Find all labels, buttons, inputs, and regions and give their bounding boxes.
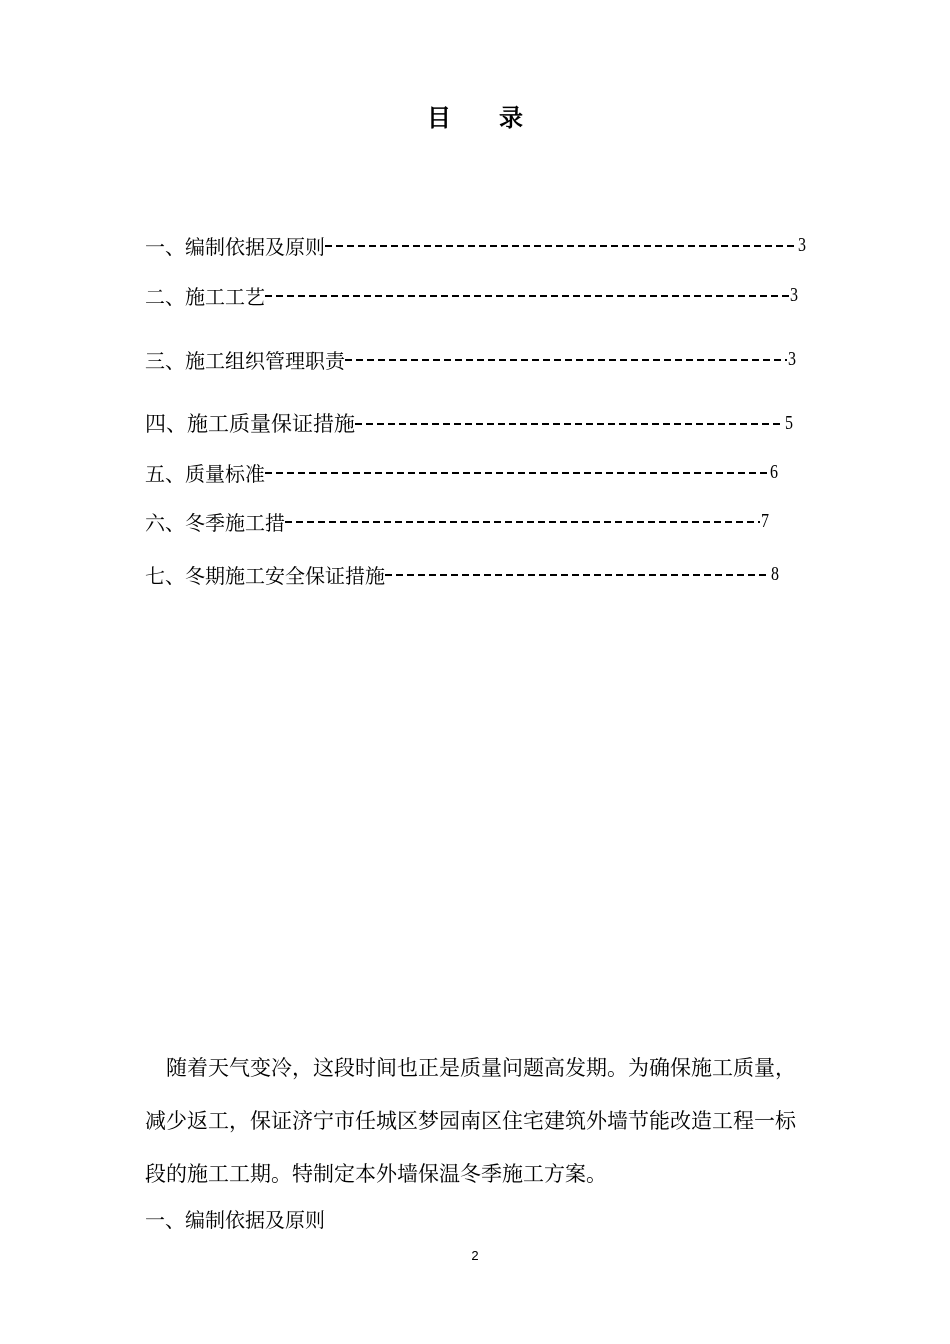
toc-entry[interactable]: [145, 506, 770, 536]
page-number: 2: [471, 1248, 479, 1263]
toc-label: 六、冬季施工措: [145, 510, 285, 535]
toc-entry[interactable]: [145, 457, 779, 487]
toc-page-number: 7: [761, 509, 769, 532]
toc-leader: [355, 423, 784, 425]
toc-leader: [265, 472, 769, 474]
toc-entry[interactable]: [145, 559, 780, 589]
toc-page-number: 6: [770, 460, 778, 483]
toc-leader: [345, 359, 787, 361]
toc-leader: [385, 574, 770, 576]
page-title: 目录: [427, 103, 571, 132]
toc-label: 五、质量标准: [145, 461, 265, 486]
toc-page-number: 3: [790, 283, 798, 306]
toc-label: 一、编制依据及原则: [145, 234, 325, 259]
toc-label: 七、冬期施工安全保证措施: [145, 563, 385, 588]
toc-page-number: 8: [771, 562, 779, 585]
toc-page-number: 5: [785, 411, 793, 434]
toc-leader: [285, 521, 760, 523]
toc-entry[interactable]: [145, 408, 794, 438]
section-heading: 一、编制依据及原则: [145, 1208, 325, 1232]
toc-entry[interactable]: [145, 280, 799, 310]
toc-page-number: 3: [798, 233, 806, 256]
toc-leader: [325, 245, 797, 247]
toc-entry[interactable]: [145, 344, 797, 374]
toc-label: 四、施工质量保证措施: [145, 412, 355, 436]
toc-page-number: 3: [788, 347, 796, 370]
toc-label: 三、施工组织管理职责: [145, 348, 345, 373]
intro-paragraph: 随着天气变冷，这段时间也正是质量问题高发期。为确保施工质量，减少返工，保证济宁市任城区梦园南区住宅建筑外墙节能改造工程一标段的施工工期。特制定本外墙保温冬季施工方案。: [145, 1056, 796, 1186]
toc-entry[interactable]: [145, 230, 807, 260]
toc-leader: [265, 295, 789, 297]
toc-label: 二、施工工艺: [145, 284, 265, 309]
